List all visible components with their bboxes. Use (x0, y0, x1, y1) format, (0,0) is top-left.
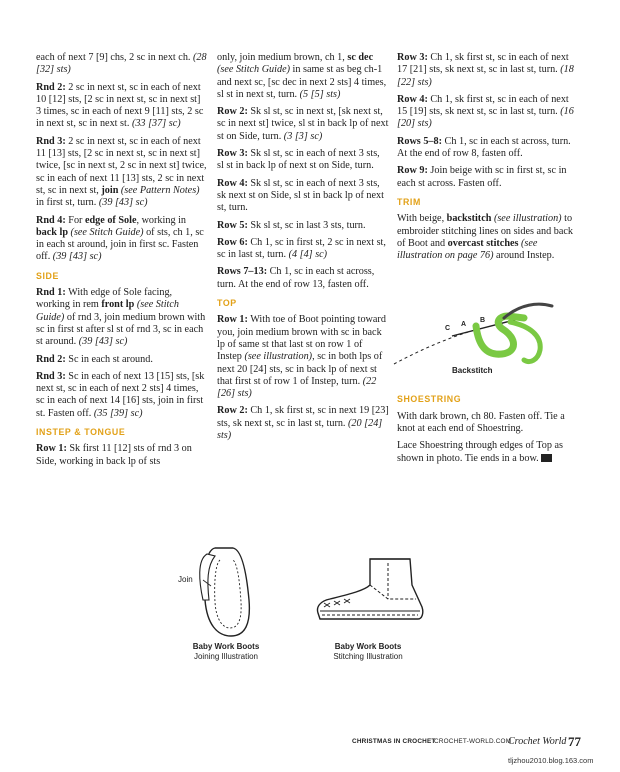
section-heading-shoestring: SHOESTRING (397, 394, 462, 405)
boot-outline (318, 559, 423, 619)
page-footer (330, 736, 590, 748)
side-stitch-line (370, 585, 416, 599)
watermark: tljzhou2010.blog.163.com (508, 756, 594, 765)
side-rnd-2: Rnd 2: Sc in each st around. (36, 353, 153, 365)
stitch-line-dashed (394, 328, 482, 364)
instep-row-2: Row 2: Sk sl st, sc in next st, [sk next st, sc in next st] twice, sl st in back lp of next st on Side, turn. (3 [3] sc) (217, 106, 389, 142)
top-row-1: Row 1: With toe of Boot pointing toward you, join medium brown with sc in back lp of same st that last st on row 1 of Instep (see illustration), sc in both lps of next 20 [24] sts, sc in back lp of next st that first st of row 1 of Instep, turn. (22 [26] sts) (217, 314, 386, 400)
top-row-4: Row 4: Ch 1, sk first st, sc in each of next 15 [19] sts, sk next st, sc in last st, turn. (16 [20] sts) (397, 93, 574, 130)
side-rnd-3: Rnd 3: Sc in each of next 13 [15] sts, [sk next st, sc in each of next 2 sts] 4 times, sc in each of next 14 [16] sts, join in first st. Fasten off. (35 [39] sc) (36, 370, 205, 419)
sole-rnd-3: Rnd 3: 2 sc in next st, sc in each of next 11 [13] sts, [2 sc in next st, sc in next st] twice, [sc in next st, 2 sc in next st] twice, sc in each of next 11 [13] sts, 2 sc in next st, sc in next st, join (see Pattern Notes) in first st, turn. (39 [43] sc) (36, 135, 207, 209)
joining-caption: Baby Work Boots Joining Illustration (192, 642, 260, 661)
trim-paragraph: With beige, backstitch (see illustration) to embroider stitching lines on sides and back of Boot and overcast stitches (see illustration on page 76) around Instep. (397, 213, 573, 262)
footer-section: CHRISTMAS IN CROCHET (352, 738, 436, 745)
column-1 (36, 52, 208, 473)
instep-row-1: Row 1: Sk first 11 [12] sts of rnd 3 on Side, working in back lp of sts (36, 443, 192, 467)
join-label: Join (178, 575, 193, 584)
side-flap (200, 554, 215, 600)
side-rnd-1: Rnd 1: With edge of Sole facing, working in rem front lp (see Stitch Guide) of rnd 3, join medium brown with sc in first st after sl st of rnd 3, sc in each st around. (39 [43] sc) (36, 287, 206, 348)
section-heading-top: TOP (217, 298, 237, 309)
section-heading-side: SIDE (36, 270, 59, 281)
section-heading-instep: INSTEP & TONGUE (36, 427, 126, 438)
footer-website[interactable]: CROCHET-WORLD.COM (434, 738, 512, 745)
section-heading-trim: TRIM (397, 196, 421, 207)
sole-rnd-2: Rnd 2: 2 sc in next st, sc in each of next 10 [12] sts, [2 sc in next st, sc in next st] 3 times, sc in each of next 9 [11] sts, 2 sc in next st, sc in next st. (33 [37] sc) (36, 81, 204, 130)
letter-a: A (461, 321, 467, 328)
end-of-article-icon (541, 454, 552, 462)
sole-stitches (215, 560, 241, 628)
instep-row-5: Row 5: Sk sl st, sc in last 3 sts, turn. (217, 219, 366, 231)
top-row-2: Row 2: Ch 1, sk first st, sc in next 19 [23] sts, sk next st, sc in last st, turn. (20 [24] sts) (217, 405, 389, 442)
boot-stitching-illustration (306, 555, 436, 635)
boot-joining-illustration (175, 538, 285, 638)
instep-rows-7-13: Rows 7–13: Ch 1, sc in each st across, turn. At the end of row 13, fasten off. (217, 266, 375, 290)
top-row-9: Row 9: Join beige with sc in first st, sc in each st across. Fasten off. (397, 165, 567, 189)
footer-magazine: Crochet World (508, 736, 567, 747)
top-row-3: Row 3: Ch 1, sk first st, sc in each of next 17 [21] sts, sk next st, sc in last st, turn. (18 [22] sts) (397, 52, 574, 88)
paragraph-continued: each of next 7 [9] chs, 2 sc in next ch. (28 [32] sts) (36, 52, 207, 76)
instep-row-1-cont: only, join medium brown, ch 1, sc dec (see Stitch Guide) in same st as beg ch-1 and next sc, [sc dec in next 2 sts] 4 times, sl st in next st, turn. (5 [5] sts) (217, 52, 387, 100)
instep-row-3: Row 3: Sk sl st, sc in each of next 3 sts, sl st in back lp of next st on Side, turn. (217, 148, 380, 172)
column-3 (397, 52, 575, 470)
letter-c: C (445, 325, 451, 332)
instep-row-4: Row 4: Sk sl st, sc in each of next 3 sts, sk next st on Side, sl st in back lp of next st, turn. (217, 177, 384, 214)
column-2 (217, 52, 389, 447)
instep-row-6: Row 6: Ch 1, sc in first st, 2 sc in next st, sc in last st, turn. (4 [4] sc) (217, 236, 386, 261)
top-rows-5-8: Rows 5–8: Ch 1, sc in each st across, turn. At the end of row 8, fasten off. (397, 135, 571, 160)
shoestring-para-2: Lace Shoestring through edges of Top as shown in photo. Tie ends in a bow. (397, 440, 564, 464)
page-number: 77 (568, 734, 581, 749)
backstitch-caption: Backstitch (452, 366, 493, 375)
stitching-caption: Baby Work Boots Stitching Illustration (333, 642, 403, 661)
shoestring-para-1: With dark brown, ch 80. Fasten off. Tie a knot at each end of Shoestring. (397, 410, 565, 435)
letter-b: B (480, 317, 486, 324)
sole-rnd-4: Rnd 4: For edge of Sole, working in back lp (see Stitch Guide) of sts, ch 1, sc in each st around, join in first sc. Fasten off. (39 [43] sc) (36, 214, 204, 263)
